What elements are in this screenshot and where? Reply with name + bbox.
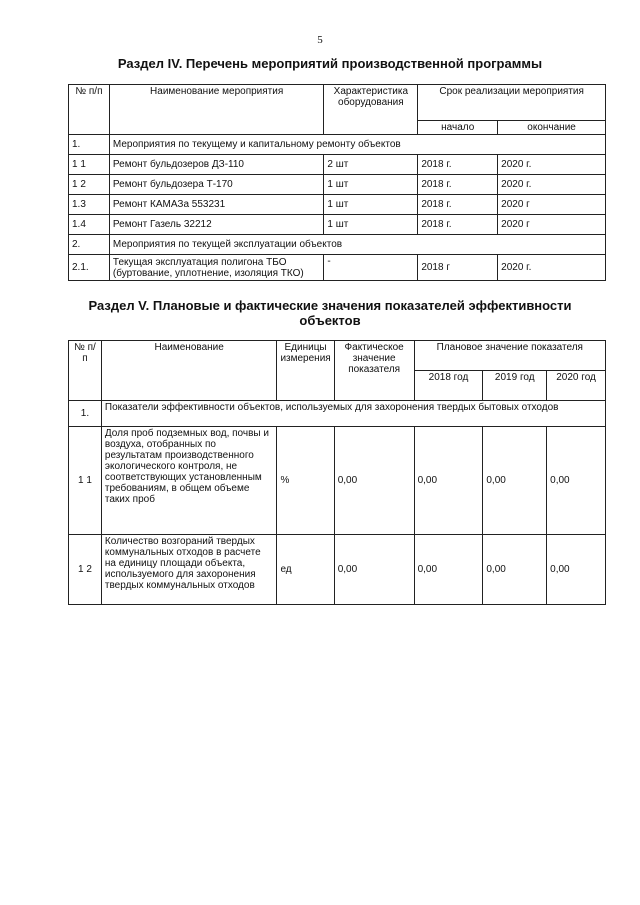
row-num: 1 2 [69,175,110,195]
row-equipment: 1 шт [324,215,418,235]
table-row [69,215,606,235]
row-actual: 0,00 [334,427,414,535]
header-period: Срок реализации мероприятия [418,85,606,121]
row-num: 1 2 [69,535,102,605]
header-name: Наименование мероприятия [109,85,323,135]
header-year-2019: 2019 год [483,371,547,401]
row-num: 1. [69,401,102,427]
row-start: 2018 г. [418,215,498,235]
table-row [69,401,606,427]
row-num: 1.4 [69,215,110,235]
section4-title: Раздел IV. Перечень мероприятий производственной программы [117,56,543,71]
table-row [69,135,606,155]
table-row [69,235,606,255]
header-unit: Единицы измерения [277,341,334,401]
row-name: Текущая эксплуатация полигона ТБО (буртование, уплотнение, изоляция ТКО) [109,255,323,281]
table-row [69,535,606,605]
header-equipment: Характеристика оборудования [324,85,418,135]
row-2020: 0,00 [547,427,606,535]
header-year-2018: 2018 год [414,371,483,401]
table-row [69,175,606,195]
row-name: Доля проб подземных вод, почвы и воздуха, отобранных по результатам производственного экологического контроля, не соответствующих установленным требованиям, в общем объеме таких проб [101,427,277,535]
row-num: 1. [69,135,110,155]
row-num: 2.1. [69,255,110,281]
section4-table [68,84,606,281]
group-title: Мероприятия по текущему и капитальному ремонту объектов [109,135,605,155]
row-start: 2018 г [418,255,498,281]
row-end: 2020 г. [498,255,606,281]
row-start: 2018 г. [418,155,498,175]
table-row [69,255,606,281]
group-title: Показатели эффективности объектов, используемых для захоронения твердых бытовых отходов [101,401,605,427]
header-year-2020: 2020 год [547,371,606,401]
row-unit: ед [277,535,334,605]
header-num: № п/п [69,85,110,135]
row-2019: 0,00 [483,535,547,605]
table-row [69,427,606,535]
row-2020: 0,00 [547,535,606,605]
row-2019: 0,00 [483,427,547,535]
header-end: окончание [498,121,606,135]
row-start: 2018 г. [418,195,498,215]
row-unit: % [277,427,334,535]
row-name: Ремонт КАМАЗа 553231 [109,195,323,215]
group-title: Мероприятия по текущей эксплуатации объектов [109,235,605,255]
row-end: 2020 г [498,195,606,215]
section5-table [68,340,606,605]
row-num: 1.3 [69,195,110,215]
row-start: 2018 г. [418,175,498,195]
row-equipment: - [324,255,418,281]
row-num: 1 1 [69,155,110,175]
table-row [69,155,606,175]
row-actual: 0,00 [334,535,414,605]
header-plan: Плановое значение показателя [414,341,605,371]
row-equipment: 2 шт [324,155,418,175]
page-number: 5 [317,34,323,46]
row-2018: 0,00 [414,427,483,535]
row-2018: 0,00 [414,535,483,605]
header-actual: Фактическое значение показателя [334,341,414,401]
row-name: Количество возгораний твердых коммунальных отходов в расчете на единицу площади объекта, используемого для захоронения твердых коммунальных отходов [101,535,277,605]
row-name: Ремонт бульдозера Т-170 [109,175,323,195]
row-num: 1 1 [69,427,102,535]
section5-title: Раздел V. Плановые и фактические значения показателей эффективности объектов [88,298,572,328]
row-name: Ремонт бульдозеров ДЗ-110 [109,155,323,175]
table-row [69,195,606,215]
header-start: начало [418,121,498,135]
row-end: 2020 г. [498,175,606,195]
row-equipment: 1 шт [324,175,418,195]
row-equipment: 1 шт [324,195,418,215]
row-end: 2020 г [498,215,606,235]
header-name: Наименование [101,341,277,401]
row-name: Ремонт Газель 32212 [109,215,323,235]
row-num: 2. [69,235,110,255]
row-end: 2020 г. [498,155,606,175]
header-num: № п/п [69,341,102,401]
